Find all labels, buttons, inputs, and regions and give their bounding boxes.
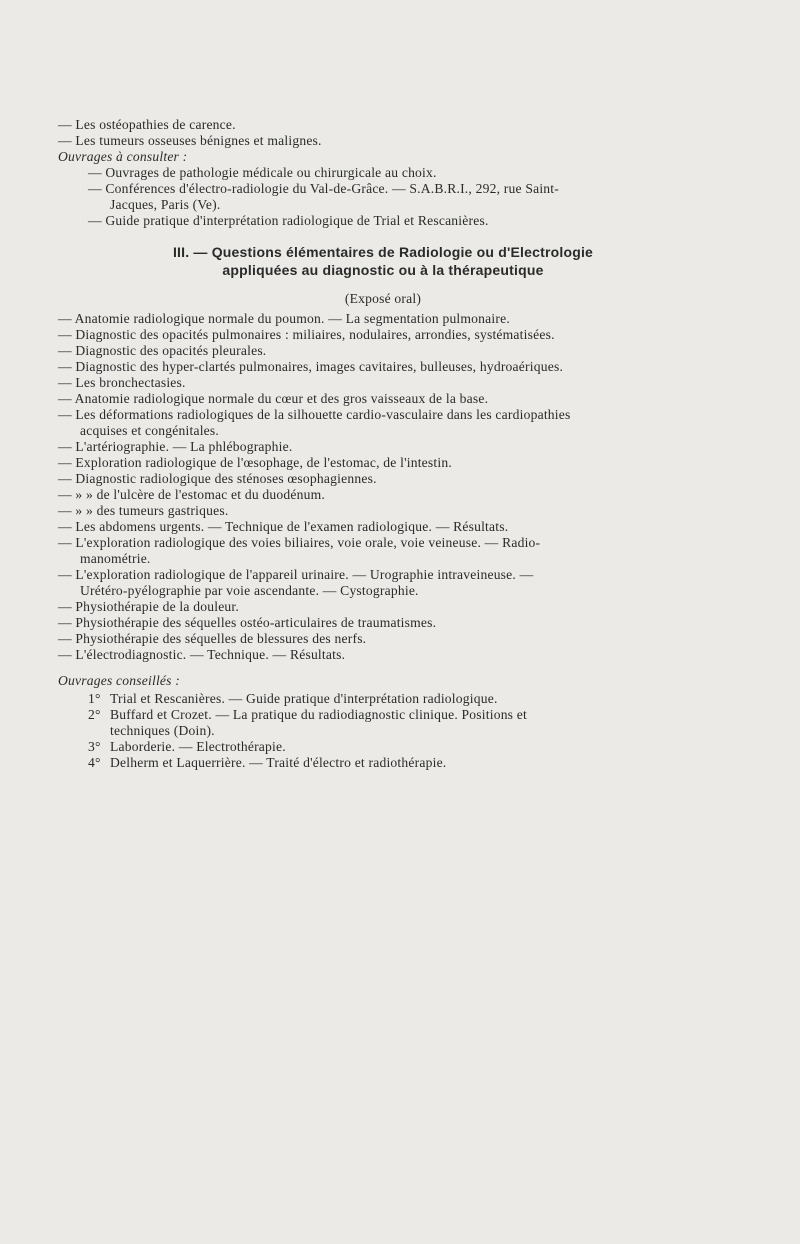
topic-item: — L'artériographie. — La phlébographie.: [58, 439, 293, 454]
book-number: 1°: [88, 691, 101, 706]
advised-heading: Ouvrages conseillés :: [58, 673, 180, 688]
section-title-line: appliquées au diagnostic ou à la thérapeutique: [222, 262, 544, 278]
book-text: Trial et Rescanières. — Guide pratique d'interprétation radiologique.: [110, 691, 498, 706]
consult-item: — Conférences d'électro-radiologie du Val-de-Grâce. — S.A.B.R.I., 292, rue Saint-: [88, 181, 560, 196]
books-list: [58, 691, 688, 771]
intro-list: [58, 117, 688, 149]
topic-continuation: acquises et congénitales.: [80, 423, 219, 438]
consult-item: — Guide pratique d'interprétation radiologique de Trial et Rescanières.: [88, 213, 489, 228]
topic-item: — Diagnostic des hyper-clartés pulmonaires, images cavitaires, bulleuses, hydroaériques.: [58, 359, 564, 374]
topic-item: — Physiothérapie de la douleur.: [58, 599, 239, 614]
book-item-continuation: [88, 723, 688, 739]
topic-item: — Les bronchectasies.: [58, 375, 186, 390]
topic-item: — Diagnostic radiologique des sténoses œsophagiennes.: [58, 471, 377, 486]
page-content: [58, 117, 688, 771]
topic-item: — L'électrodiagnostic. — Technique. — Résultats.: [58, 647, 346, 662]
book-text: Delherm et Laquerrière. — Traité d'électro et radiothérapie.: [110, 755, 447, 770]
topic-continuation: Urétéro-pyélographie par voie ascendante. — Cystographie.: [80, 583, 419, 598]
topic-item: — Les déformations radiologiques de la silhouette cardio-vasculaire dans les cardiopathies: [58, 407, 571, 422]
section-subtitle: (Exposé oral): [344, 291, 422, 306]
book-number: 3°: [88, 739, 101, 754]
topic-item: — L'exploration radiologique des voies biliaires, voie orale, voie veineuse. — Radio-: [58, 535, 541, 550]
book-text: Buffard et Crozet. — La pratique du radiodiagnostic clinique. Positions et: [110, 707, 527, 722]
book-text: techniques (Doin).: [110, 723, 215, 738]
consult-item: — Ouvrages de pathologie médicale ou chirurgicale au choix.: [88, 165, 437, 180]
book-item: [88, 691, 688, 707]
topics-list: [58, 311, 688, 663]
book-item: [88, 739, 688, 755]
book-item: [88, 707, 688, 723]
book-item: [88, 755, 688, 771]
section-title: [78, 243, 688, 279]
topic-item: — Diagnostic des opacités pulmonaires : miliaires, nodulaires, arrondies, systématisées.: [58, 327, 555, 342]
topic-item: — Exploration radiologique de l'œsophage, de l'estomac, de l'intestin.: [58, 455, 452, 470]
intro-line: — Les ostéopathies de carence.: [58, 117, 236, 132]
book-number: [88, 723, 110, 739]
topic-item: — » » de l'ulcère de l'estomac et du duodénum.: [58, 487, 326, 502]
book-number: 2°: [88, 707, 101, 722]
book-text: Laborderie. — Electrothérapie.: [110, 739, 286, 754]
topic-item: — L'exploration radiologique de l'appareil urinaire. — Urographie intraveineuse. —: [58, 567, 534, 582]
topic-continuation: manométrie.: [80, 551, 151, 566]
topic-item: — Physiothérapie des séquelles de blessures des nerfs.: [58, 631, 367, 646]
consult-heading: Ouvrages à consulter :: [58, 149, 188, 164]
topic-item: — Les abdomens urgents. — Technique de l'examen radiologique. — Résultats.: [58, 519, 509, 534]
consult-item-continuation: Jacques, Paris (Ve).: [110, 197, 221, 212]
book-number: 4°: [88, 755, 101, 770]
topic-item: — » » des tumeurs gastriques.: [58, 503, 229, 518]
consult-list: [58, 165, 688, 229]
intro-line: — Les tumeurs osseuses bénignes et malignes.: [58, 133, 322, 148]
topic-item: — Anatomie radiologique normale du poumon. — La segmentation pulmonaire.: [58, 311, 510, 326]
section-title-line: III. — Questions élémentaires de Radiologie ou d'Electrologie: [172, 244, 594, 260]
topic-item: — Physiothérapie des séquelles ostéo-articulaires de traumatismes.: [58, 615, 437, 630]
topic-item: — Diagnostic des opacités pleurales.: [58, 343, 267, 358]
topic-item: — Anatomie radiologique normale du cœur et des gros vaisseaux de la base.: [58, 391, 489, 406]
